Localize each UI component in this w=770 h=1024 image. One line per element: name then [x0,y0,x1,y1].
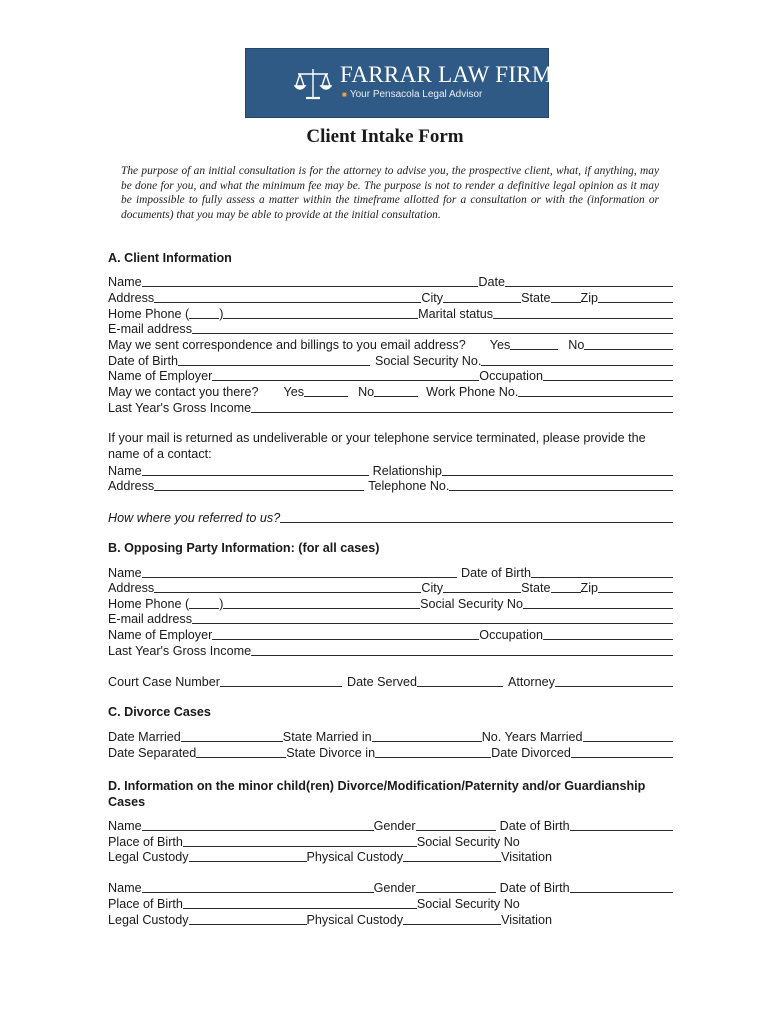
firm-tagline: ■ Your Pensacola Legal Advisor [342,89,483,100]
child1-name-field[interactable] [142,830,374,831]
client-contact-there-row: May we contact you there? Yes No Work Phone No. [108,383,673,399]
section-d-heading: D. Information on the minor child(ren) Divorce/Modification/Paternity and/or Guardianship Cases [108,779,646,809]
client-gross-income-row: Last Year's Gross Income [108,399,673,415]
client-correspondence-row: May we sent correspondence and billings to you email address? Yes No [108,336,673,352]
child1-legal-custody-field[interactable] [189,861,307,862]
attorney-field[interactable] [555,686,673,687]
contact-there-no-field[interactable] [374,396,418,397]
opposing-city-field[interactable] [443,592,521,593]
divorce-married-row: Date Married State Married in No. Years Married [108,728,673,744]
opposing-employer-row: Name of Employer Occupation [108,626,673,642]
mail-returned-note: If your mail is returned as undeliverable or your telephone service terminated, please provide the name of a contact: [108,431,646,461]
contact-there-yes-field[interactable] [304,396,348,397]
section-c-heading: C. Divorce Cases [108,705,211,719]
form-title: Client Intake Form [306,126,464,147]
contact-name-field[interactable] [142,475,369,476]
section-a-heading: A. Client Information [108,251,232,265]
date-separated-field[interactable] [196,757,286,758]
correspondence-yes-field[interactable] [510,349,558,350]
opposing-gross-income-row: Last Year's Gross Income [108,642,673,658]
opposing-gross-income-field[interactable] [251,655,673,656]
child1-dob-field[interactable] [570,830,673,831]
client-employer-row: Name of Employer Occupation [108,367,673,383]
contact-name-row: Name Relationship [108,462,673,478]
child2-dob-field[interactable] [570,892,673,893]
child1-birthplace-row: Place of Birth Social Security No [108,835,520,849]
referral-row: How where you referred to us? [108,509,673,525]
date-married-field[interactable] [181,741,283,742]
court-case-number-field[interactable] [220,686,342,687]
divorce-separated-row: Date Separated State Divorce in Date Divorced [108,744,673,760]
opposing-name-row: Name Date of Birth [108,564,673,580]
opposing-dob-field[interactable] [531,577,673,578]
child1-pob-field[interactable] [183,846,417,847]
intro-paragraph: The purpose of an initial consultation is for the attorney to advise you, the prospective client, what, if anything, may be done for you, and what the minimum fee may be. The purpose is not to render a definitive legal opinion as it may be impossible to fully assess a matter within the timeframe allotted for a consultation or with the (information or documents) that you may be able to provide at the initial consultation. [121,165,659,222]
section-b-heading: B. Opposing Party Information: (for all cases) [108,541,380,555]
client-address-row: Address City State Zip [108,289,673,305]
client-address-field[interactable] [154,302,421,303]
correspondence-no-field[interactable] [584,349,673,350]
opposing-email-field[interactable] [192,623,673,624]
client-ssn-field[interactable] [481,365,673,366]
opposing-address-row: Address City State Zip [108,579,673,595]
state-divorce-field[interactable] [375,757,491,758]
child2-physical-custody-field[interactable] [403,924,501,925]
opposing-zip-field[interactable] [598,592,673,593]
child2-gender-field[interactable] [416,892,496,893]
client-home-phone-field[interactable] [223,318,418,319]
client-gross-income-field[interactable] [251,412,673,413]
opposing-state-field[interactable] [551,592,581,593]
opposing-employer-field[interactable] [212,639,479,640]
contact-address-field[interactable] [154,490,364,491]
child2-name-field[interactable] [142,892,374,893]
child2-custody-row: Legal Custody Physical Custody Visitation [108,913,552,927]
client-email-row: E-mail address [108,320,673,336]
opposing-ssn-field[interactable] [523,608,673,609]
opposing-address-field[interactable] [154,592,421,593]
opposing-home-phone-row: Home Phone ( ) Social Security No [108,595,673,611]
client-area-code-field[interactable] [189,318,219,319]
court-case-row: Court Case Number Date Served Attorney [108,673,673,689]
client-name-row: Name Date [108,273,673,289]
scales-of-justice-icon [294,67,332,101]
child2-birthplace-row: Place of Birth Social Security No [108,897,520,911]
referral-field[interactable] [280,522,673,523]
date-divorced-field[interactable] [571,757,673,758]
contact-telephone-field[interactable] [449,490,673,491]
child1-name-row: Name Gender Date of Birth [108,817,673,833]
client-city-field[interactable] [443,302,521,303]
opposing-name-field[interactable] [142,577,457,578]
child1-gender-field[interactable] [416,830,496,831]
client-state-field[interactable] [551,302,581,303]
firm-name: FARRAR LAW FIRM [340,62,553,87]
child2-name-row: Name Gender Date of Birth [108,879,673,895]
opposing-area-code-field[interactable] [189,608,219,609]
client-name-field[interactable] [142,286,479,287]
client-home-phone-row: Home Phone ( ) Marital status [108,305,673,321]
client-date-field[interactable] [505,286,673,287]
firm-logo [245,48,553,118]
child2-pob-field[interactable] [183,908,417,909]
contact-address-row: Address Telephone No. [108,477,673,493]
contact-relationship-field[interactable] [442,475,673,476]
client-email-field[interactable] [192,333,673,334]
date-served-field[interactable] [417,686,503,687]
client-employer-field[interactable] [212,380,479,381]
years-married-field[interactable] [583,741,673,742]
child1-physical-custody-field[interactable] [403,861,501,862]
opposing-occupation-field[interactable] [543,639,673,640]
client-dob-field[interactable] [178,365,370,366]
child2-legal-custody-field[interactable] [189,924,307,925]
client-work-phone-field[interactable] [518,396,673,397]
child1-custody-row: Legal Custody Physical Custody Visitation [108,850,552,864]
client-dob-row: Date of Birth Social Security No. [108,352,673,368]
client-marital-status-field[interactable] [493,318,673,319]
state-married-field[interactable] [372,741,482,742]
opposing-home-phone-field[interactable] [223,608,420,609]
client-occupation-field[interactable] [543,380,673,381]
opposing-email-row: E-mail address [108,610,673,626]
client-zip-field[interactable] [598,302,673,303]
